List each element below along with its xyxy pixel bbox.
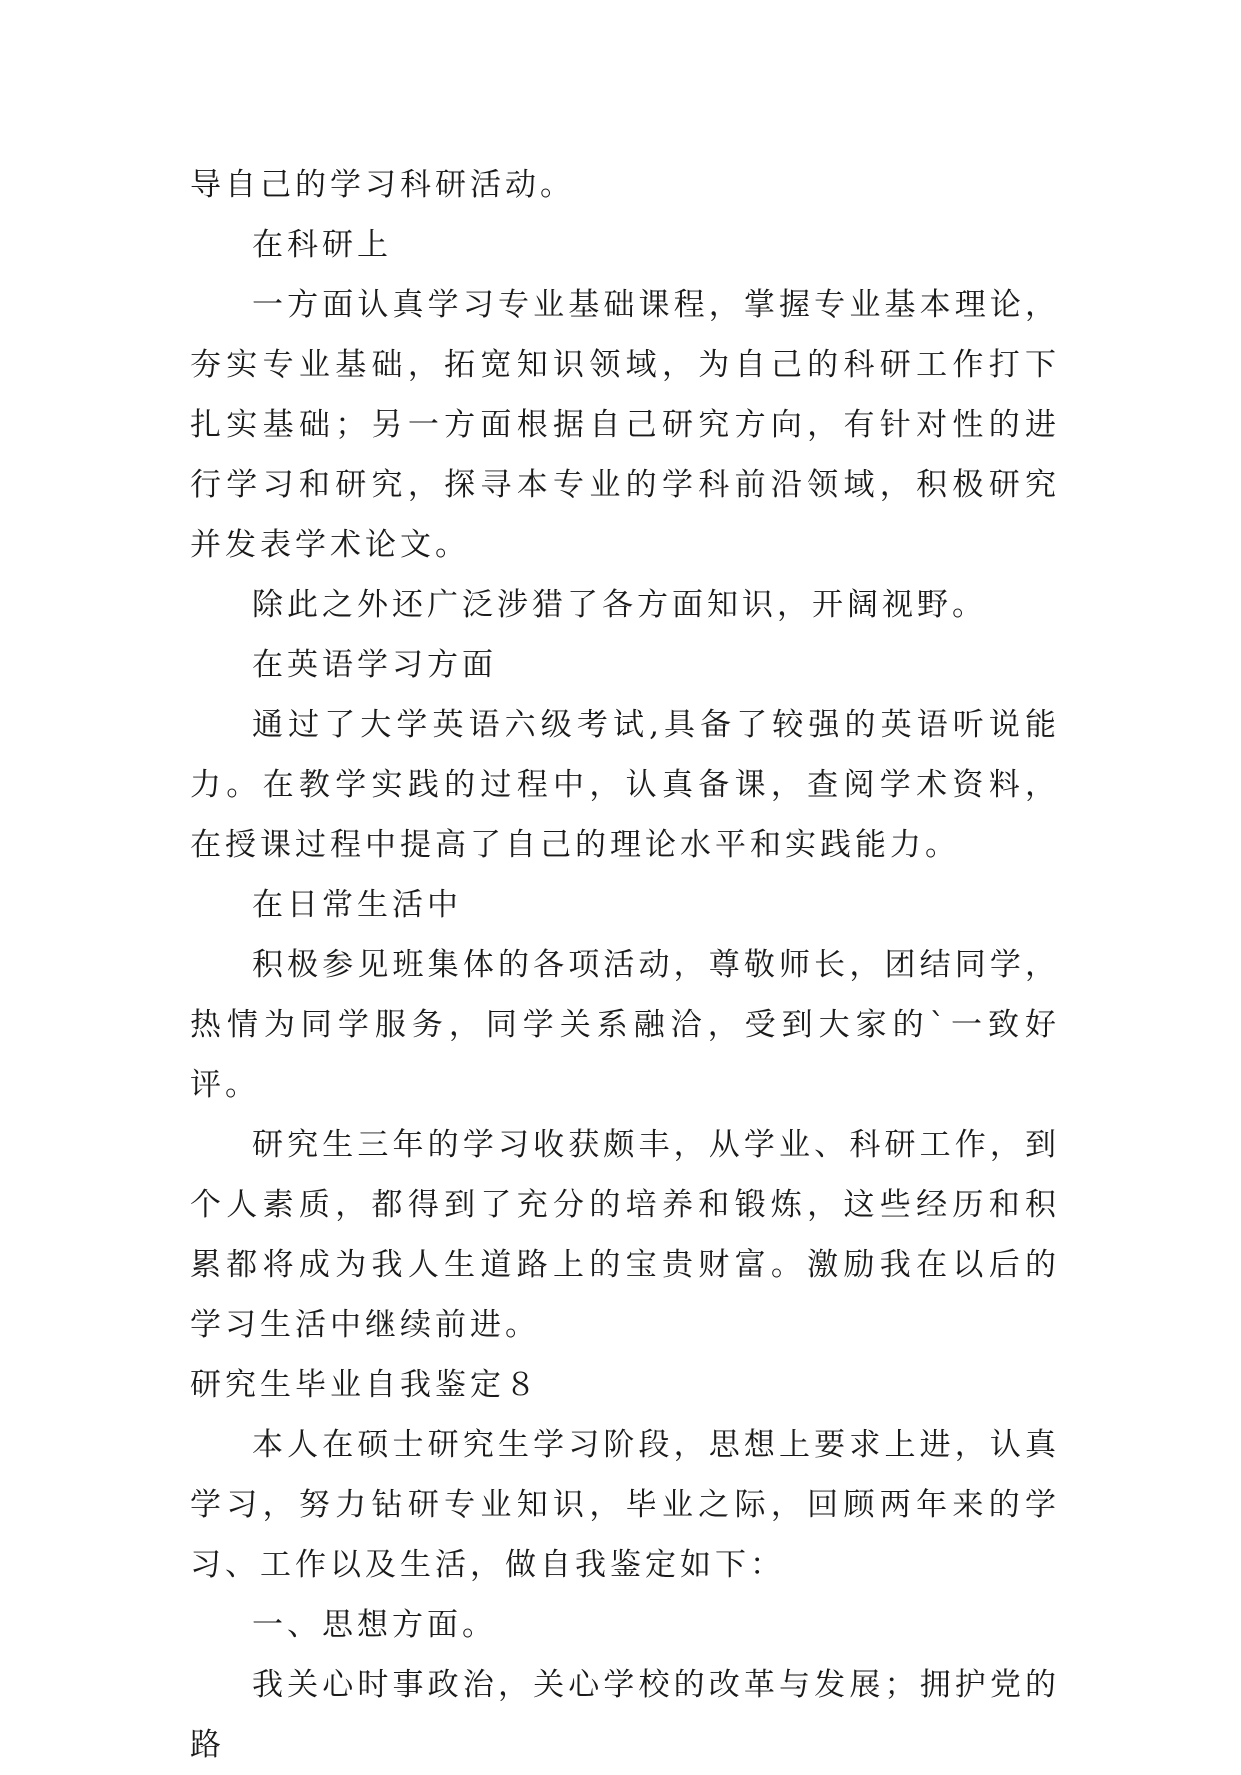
section-heading-ideology: 一、思想方面。 bbox=[252, 1607, 497, 1643]
paragraph-english: 通过了大学英语六级考试,具备了较强的英语听说能力。在教学实践的过程中，认真备课，查阅学术资料，在授课过程中提高了自己的理论水平和实践能力。 bbox=[190, 707, 1060, 863]
paragraph-continuation: 导自己的学习科研活动。 bbox=[190, 167, 575, 203]
section-heading-english: 在英语学习方面 bbox=[252, 647, 497, 683]
paragraph-broad-knowledge: 除此之外还广泛涉猎了各方面知识，开阔视野。 bbox=[252, 587, 987, 623]
paragraph-research: 一方面认真学习专业基础课程，掌握专业基本理论，夯实专业基础，拓宽知识领域，为自己的科研工作打下扎实基础；另一方面根据自己研究方向，有针对性的进行学习和研究，探寻本专业的学科前沿领域，积极研究并发表学术论文。 bbox=[190, 287, 1060, 563]
paragraph-summary: 研究生三年的学习收获颇丰，从学业、科研工作，到个人素质，都得到了充分的培养和锻炼，这些经历和积累都将成为我人生道路上的宝贵财富。激励我在以后的学习生活中继续前进。 bbox=[190, 1127, 1060, 1343]
section-title-appraisal-8: 研究生毕业自我鉴定８ bbox=[190, 1367, 540, 1403]
paragraph-intro: 本人在硕士研究生学习阶段，思想上要求上进，认真学习，努力钻研专业知识，毕业之际，回顾两年来的学习、工作以及生活，做自我鉴定如下： bbox=[190, 1427, 1060, 1583]
paragraph-ideology: 我关心时事政治，关心学校的改革与发展；拥护党的路 bbox=[190, 1667, 1060, 1763]
section-heading-daily-life: 在日常生活中 bbox=[252, 887, 462, 923]
body-text bbox=[190, 155, 1060, 1775]
section-heading-research: 在科研上 bbox=[252, 227, 392, 263]
paragraph-daily-life: 积极参见班集体的各项活动，尊敬师长，团结同学，热情为同学服务，同学关系融洽，受到大家的`一致好评。 bbox=[190, 947, 1060, 1103]
